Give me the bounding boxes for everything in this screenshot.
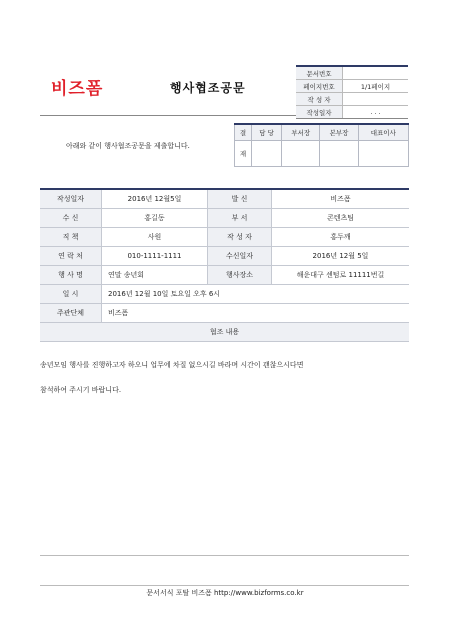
date-value[interactable]: 2016년 12월5일 — [102, 189, 208, 209]
meta-label-page: 페이지번호 — [296, 80, 343, 93]
footer-divider — [40, 585, 409, 586]
intro-text: 아래와 같이 행사협조공문을 제출합니다. — [66, 142, 190, 150]
meta-value-author[interactable] — [343, 93, 409, 106]
table-row — [40, 285, 409, 304]
host-label: 주관단체 — [40, 304, 102, 323]
dept-label: 부 서 — [208, 209, 272, 228]
sender-value[interactable]: 비즈폼 — [272, 189, 410, 209]
table-row — [40, 266, 409, 285]
sender-label: 발 신 — [208, 189, 272, 209]
event-info-table — [40, 188, 409, 342]
recipient-value[interactable]: 홍길동 — [102, 209, 208, 228]
meta-label-author: 작 성 자 — [296, 93, 343, 106]
venue-label: 행사장소 — [208, 266, 272, 285]
body-line-2: 참석하여 주시기 바랍니다. — [40, 386, 122, 394]
approval-label-top: 결 — [235, 124, 252, 141]
document-meta-table — [296, 65, 408, 119]
approval-role-ceo: 대표이사 — [358, 124, 408, 141]
venue-value[interactable]: 해운대구 센텀로 11111번길 — [272, 266, 410, 285]
meta-value-page: 1/1페이지 — [343, 80, 409, 93]
position-value[interactable]: 사원 — [102, 228, 208, 247]
event-name-value[interactable]: 연말 송년회 — [102, 266, 208, 285]
table-row — [40, 304, 409, 323]
date-label: 작성일자 — [40, 189, 102, 209]
author-value[interactable]: 홍두깨 — [272, 228, 410, 247]
event-name-label: 행 사 명 — [40, 266, 102, 285]
table-row — [40, 189, 409, 209]
contact-value[interactable]: 010-1111-1111 — [102, 247, 208, 266]
meta-value-doc-number[interactable] — [343, 66, 409, 80]
content-bottom-divider — [40, 555, 409, 556]
datetime-value[interactable]: 2016년 12월 10일 토요일 오후 6시 — [102, 285, 410, 304]
approval-table — [234, 123, 409, 167]
recipient-label: 수 신 — [40, 209, 102, 228]
table-row — [40, 209, 409, 228]
brand-logo: 비즈폼 — [51, 79, 104, 99]
table-row — [40, 247, 409, 266]
datetime-label: 일 시 — [40, 285, 102, 304]
meta-value-date[interactable]: . . . — [343, 106, 409, 119]
table-row — [40, 323, 409, 342]
signature-box-dept-head[interactable] — [282, 141, 320, 167]
received-date-label: 수신일자 — [208, 247, 272, 266]
approval-label-bottom: 재 — [235, 141, 252, 167]
document-title: 행사협조공문 — [170, 81, 246, 95]
footer-text: 문서서식 포탈 비즈폼 http://www.bizforms.co.kr — [146, 589, 304, 597]
header-divider — [40, 115, 296, 116]
content-header: 협조 내용 — [40, 323, 409, 342]
signature-box-division-head[interactable] — [320, 141, 358, 167]
dept-value[interactable]: 콘텐츠팀 — [272, 209, 410, 228]
signature-box-staff[interactable] — [252, 141, 282, 167]
approval-role-staff: 담 당 — [252, 124, 282, 141]
meta-label-doc-number: 문서번호 — [296, 66, 343, 80]
signature-box-ceo[interactable] — [358, 141, 408, 167]
approval-role-division-head: 본부장 — [320, 124, 358, 141]
approval-role-dept-head: 부서장 — [282, 124, 320, 141]
contact-label: 연 락 처 — [40, 247, 102, 266]
author-label: 작 성 자 — [208, 228, 272, 247]
table-row — [40, 228, 409, 247]
received-date-value[interactable]: 2016년 12월 5일 — [272, 247, 410, 266]
position-label: 직 책 — [40, 228, 102, 247]
body-line-1: 송년모임 행사를 진행하고자 하오니 업무에 차질 없으시길 바라며 시간이 괜찮으시다면 — [40, 361, 304, 369]
host-value[interactable]: 비즈폼 — [102, 304, 410, 323]
meta-label-date: 작성일자 — [296, 106, 343, 119]
